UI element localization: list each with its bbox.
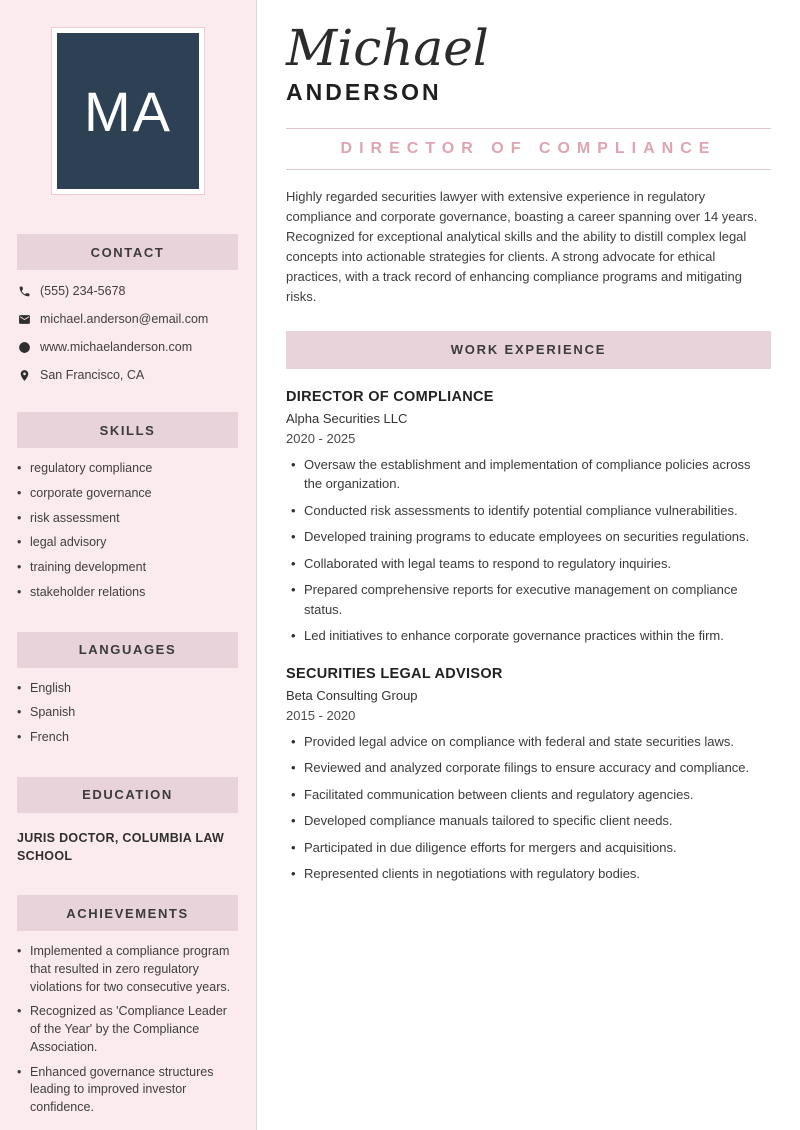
first-name: Michael (286, 19, 489, 77)
contact-email (17, 312, 238, 326)
achievement-item: • Implemented a compliance program that resulted in zero regulatory violations for two consecutive years. (17, 943, 238, 996)
contact-phone (17, 284, 238, 298)
monogram-frame (51, 27, 205, 195)
job-bullet: • Conducted risk assessments to identify potential compliance vulnerabilities. (286, 501, 771, 521)
job-bullet: • Facilitated communication between clients and regulatory agencies. (286, 785, 771, 805)
skills-section-header: SKILLS (17, 412, 238, 448)
location-icon (17, 368, 31, 382)
job-bullet: • Participated in due diligence efforts for mergers and acquisitions. (286, 838, 771, 858)
job-bullet-list (286, 455, 771, 646)
job-bullet: • Led initiatives to enhance corporate governance practices within the firm. (286, 626, 771, 646)
professional-summary: Highly regarded securities lawyer with extensive experience in regulatory compliance and corporate governance, boasting a career spanning over 14 years. Recognized for exceptional analytical skills and the ability to distill complex legal concepts into actionable strategies for clients. A strong advocate for ethical practices, with a track record of enhancing compliance programs and mitigating risks. (286, 188, 758, 304)
contact-list (17, 284, 238, 382)
skill-item: • corporate governance (17, 485, 238, 503)
contact-email-text: michael.anderson@email.com (40, 312, 209, 326)
sidebar (0, 0, 257, 1130)
job-bullet: • Represented clients in negotiations with regulatory bodies. (286, 864, 771, 884)
monogram-initials: MA (84, 79, 172, 143)
job-bullet: • Reviewed and analyzed corporate filings to ensure accuracy and compliance. (286, 758, 771, 778)
contact-section-header: CONTACT (17, 234, 238, 270)
job-company: Alpha Securities LLC (286, 410, 408, 426)
achievements-section-header: ACHIEVEMENTS (17, 895, 238, 931)
job-bullet: • Prepared comprehensive reports for executive management on compliance status. (286, 580, 771, 619)
achievement-item: • Recognized as 'Compliance Leader of the Year' by the Compliance Association. (17, 1003, 238, 1056)
job-role: SECURITIES LEGAL ADVISOR (286, 665, 503, 682)
contact-website-text: www.michaelanderson.com (40, 340, 193, 354)
globe-icon (17, 340, 31, 354)
skill-item: • risk assessment (17, 510, 238, 528)
job-company: Beta Consulting Group (286, 687, 418, 703)
work-experience-header: WORK EXPERIENCE (286, 331, 771, 369)
contact-location (17, 368, 238, 382)
contact-phone-text: (555) 234-5678 (40, 284, 126, 298)
language-item: • Spanish (17, 704, 238, 722)
job-bullet: • Provided legal advice on compliance with federal and state securities laws. (286, 732, 771, 752)
education-degree: JURIS DOCTOR, COLUMBIA LAW SCHOOL (17, 830, 225, 863)
achievement-item: • Enhanced governance structures leading to improved investor confidence. (17, 1064, 238, 1117)
language-item: • French (17, 729, 238, 747)
contact-location-text: San Francisco, CA (40, 368, 145, 382)
phone-icon (17, 284, 31, 298)
job-entry (286, 666, 771, 884)
skill-item: • stakeholder relations (17, 584, 238, 602)
job-entry (286, 389, 771, 646)
job-dates: 2015 - 2020 (286, 707, 356, 723)
job-bullet: • Collaborated with legal teams to respond to regulatory inquiries. (286, 554, 771, 574)
job-bullet: • Developed compliance manuals tailored to specific client needs. (286, 811, 771, 831)
skill-item: • legal advisory (17, 534, 238, 552)
education-section-header: EDUCATION (17, 777, 238, 813)
last-name: ANDERSON (286, 78, 442, 105)
language-item: • English (17, 680, 238, 698)
skill-item: • training development (17, 559, 238, 577)
skills-list (17, 460, 238, 602)
languages-list (17, 680, 238, 747)
job-dates: 2020 - 2025 (286, 430, 356, 446)
languages-section-header: LANGUAGES (17, 632, 238, 668)
job-role: DIRECTOR OF COMPLIANCE (286, 388, 494, 405)
job-bullet: • Oversaw the establishment and implementation of compliance policies across the organization. (286, 455, 771, 494)
email-icon (17, 312, 31, 326)
page-title: DIRECTOR OF COMPLIANCE (340, 139, 717, 157)
contact-website (17, 340, 238, 354)
monogram-box (57, 33, 199, 189)
job-bullet: • Developed training programs to educate employees on securities regulations. (286, 527, 771, 547)
divider (286, 169, 771, 170)
main-content (257, 0, 800, 1130)
skill-item: • regulatory compliance (17, 460, 238, 478)
job-bullet-list (286, 732, 771, 884)
achievements-list (17, 943, 238, 1117)
